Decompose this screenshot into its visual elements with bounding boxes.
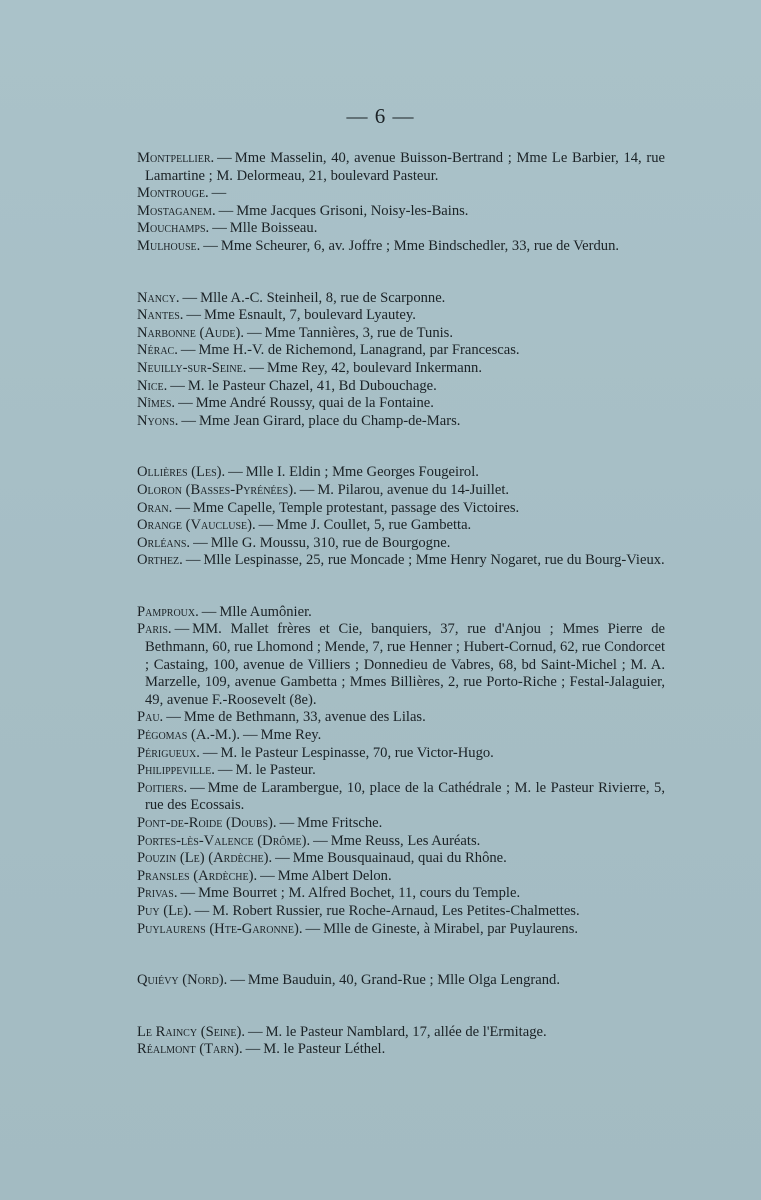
city-name: Pamproux. (137, 603, 199, 620)
dash-separator: — (260, 867, 275, 884)
contact-text: M. Pilarou, avenue du 14-Juillet. (317, 481, 510, 498)
city-name: Nantes. (137, 307, 184, 324)
contact-text: Mme Bousquainaud, quai du Rhône. (292, 850, 507, 867)
city-name: Nîmes. (137, 395, 176, 412)
dash-separator: — (178, 395, 193, 412)
directory-entry (137, 342, 665, 360)
city-name: Ollières (Les). (137, 464, 226, 481)
dash-separator: — (246, 324, 262, 341)
contact-text: M. le Pasteur Namblard, 17, allée de l'Ermitage. (265, 1023, 547, 1040)
dash-separator: — (228, 464, 243, 481)
dash-separator: — (193, 534, 208, 551)
city-name: Paris. (137, 621, 172, 638)
dash-separator: — (249, 359, 264, 376)
dash-separator: — (185, 552, 201, 569)
city-name: Réalmont (Tarn). (137, 1041, 243, 1058)
dash-separator: — (299, 481, 315, 498)
directory-entry (137, 621, 665, 709)
city-name: Orléans. (137, 534, 191, 551)
contact-text: Mme André Roussy, quai de la Fontaine. (195, 395, 434, 412)
page-number: — 6 — (346, 104, 415, 128)
city-name: Nancy. (137, 289, 180, 306)
directory-entry (137, 395, 665, 413)
city-name: Poitiers. (137, 779, 188, 796)
city-name: Pransles (Ardèche). (137, 867, 258, 884)
city-name: Mulhouse. (137, 237, 201, 254)
city-name: Nice. (137, 377, 168, 394)
contact-text: M. le Pasteur Lespinasse, 70, rue Victor-Hugo. (220, 744, 494, 761)
directory-entry (137, 745, 665, 763)
contact-text: Mme Masselin, 40, avenue Buisson-Bertrand ; Mme Le Barbier, 14, rue Lamartine ; M. Delormeau, 21, boulevard Pasteur. (145, 150, 665, 184)
dash-separator: — (258, 517, 274, 534)
contact-text: Mlle A.-C. Steinheil, 8, rue de Scarponne. (200, 289, 446, 306)
directory-entry (137, 535, 665, 553)
city-name: Puy (Le). (137, 902, 192, 919)
contact-text: Mme Reuss, Les Auréats. (330, 832, 481, 849)
directory-entry (137, 780, 665, 815)
dash-separator: — (180, 885, 196, 902)
dash-separator: — (186, 307, 202, 324)
directory-entry (137, 517, 665, 535)
dash-separator: — (174, 621, 190, 638)
directory-entry (137, 972, 665, 990)
city-name: Narbonne (Aude). (137, 324, 244, 341)
dash-separator: — (230, 972, 245, 989)
directory-entry (137, 307, 665, 325)
contact-text: Mlle Boisseau. (229, 220, 318, 237)
dash-separator: — (203, 237, 218, 254)
directory-entry (137, 360, 665, 378)
city-name: Privas. (137, 885, 178, 902)
directory-entry (137, 378, 665, 396)
directory-entry (137, 850, 665, 868)
contact-text: Mme Scheurer, 6, av. Joffre ; Mme Bindschedler, 33, rue de Verdun. (220, 237, 620, 254)
contact-text: Mme Jacques Grisoni, Noisy-les-Bains. (236, 202, 469, 219)
city-name: Neuilly-sur-Seine. (137, 359, 247, 376)
directory-entry (137, 885, 665, 903)
directory-entry (137, 238, 665, 256)
contact-text: Mlle Lespinasse, 25, rue Moncade ; Mme Henry Nogaret, rue du Bourg-Vieux. (203, 552, 665, 569)
dash-separator: — (243, 727, 258, 744)
contact-text: M. le Pasteur Léthel. (263, 1041, 386, 1058)
city-name: Orthez. (137, 552, 183, 569)
directory-entry (137, 1041, 665, 1059)
directory-entry (137, 1024, 665, 1042)
directory-entry (137, 482, 665, 500)
city-name: Pégomas (A.-M.). (137, 727, 241, 744)
dash-separator: — (180, 342, 196, 359)
dash-separator: — (275, 850, 290, 867)
dash-separator: — (212, 220, 227, 237)
dash-separator: — (247, 1023, 263, 1040)
contact-text: Mme Jean Girard, place du Champ-de-Mars. (199, 412, 461, 429)
directory-entry (137, 709, 665, 727)
directory-entry (137, 552, 665, 570)
dash-separator: — (194, 902, 210, 919)
dash-separator: — (305, 920, 321, 937)
contact-text: Mme Rey. (260, 727, 322, 744)
contact-text: Mme Esnault, 7, boulevard Lyautey. (204, 307, 416, 324)
contact-text: Mlle G. Moussu, 310, rue de Bourgogne. (210, 534, 451, 551)
directory-entry (137, 727, 665, 745)
letter-group (137, 604, 665, 938)
directory-list (137, 150, 665, 1059)
dash-separator: — (202, 744, 218, 761)
city-name: Mostaganem. (137, 202, 216, 219)
dash-separator: — (218, 202, 234, 219)
letter-group (137, 1024, 665, 1059)
city-name: Pont-de-Roide (Doubs). (137, 815, 277, 831)
contact-text: Mme H.-V. de Richemond, Lanagrand, par Francescas. (198, 342, 520, 359)
city-name: Portes-lès-Valence (Drôme). (137, 832, 311, 849)
dash-separator: — (217, 762, 233, 779)
dash-separator: — (211, 185, 227, 202)
city-name: Oloron (Basses-Pyrénées). (137, 481, 297, 498)
dash-separator: — (166, 709, 181, 726)
dash-separator: — (217, 150, 232, 166)
directory-entry (137, 290, 665, 308)
directory-entry (137, 921, 665, 939)
contact-text: M. Robert Russier, rue Roche-Arnaud, Les Petites-Chalmettes. (212, 902, 580, 919)
directory-entry (137, 185, 665, 203)
directory-entry (137, 604, 665, 622)
directory-entry (137, 220, 665, 238)
city-name: Mouchamps. (137, 220, 210, 237)
city-name: Le Raincy (Seine). (137, 1023, 245, 1040)
city-name: Montpellier. (137, 150, 215, 166)
letter-group (137, 972, 665, 990)
city-name: Pau. (137, 709, 164, 726)
city-name: Périgueux. (137, 744, 200, 761)
letter-group (137, 464, 665, 570)
dash-separator: — (279, 815, 295, 831)
city-name: Orange (Vaucluse). (137, 517, 256, 534)
city-name: Quiévy (Nord). (137, 972, 228, 989)
contact-text: Mlle de Gineste, à Mirabel, par Puylaurens. (323, 920, 579, 937)
directory-entry (137, 464, 665, 482)
directory-entry (137, 762, 665, 780)
contact-text: Mme Bourret ; M. Alfred Bochet, 11, cours du Temple. (198, 885, 521, 902)
city-name: Nérac. (137, 342, 178, 359)
directory-entry (137, 325, 665, 343)
city-name: Puylaurens (Hte-Garonne). (137, 920, 303, 937)
directory-entry (137, 868, 665, 886)
directory-entry (137, 203, 665, 221)
contact-text: Mme Capelle, Temple protestant, passage des Victoires. (192, 499, 520, 516)
city-name: Oran. (137, 499, 173, 516)
letter-group (137, 290, 665, 431)
dash-separator: — (182, 289, 198, 306)
directory-entry (137, 413, 665, 431)
city-name: Pouzin (Le) (Ardèche). (137, 850, 273, 867)
contact-text: Mme J. Coullet, 5, rue Gambetta. (276, 517, 472, 534)
contact-text: Mlle I. Eldin ; Mme Georges Fougeirol. (245, 464, 479, 481)
city-name: Nyons. (137, 412, 179, 429)
dash-separator: — (201, 603, 217, 620)
contact-text: Mlle Aumônier. (219, 603, 312, 620)
dash-separator: — (181, 412, 197, 429)
contact-text: Mme Fritsche. (297, 815, 383, 831)
contact-text: Mme Tannières, 3, rue de Tunis. (264, 324, 453, 341)
city-name: Philippeville. (137, 762, 215, 779)
dash-separator: — (190, 779, 205, 796)
letter-group (137, 150, 665, 256)
city-name: Montrouge. (137, 185, 209, 202)
contact-text: Mme Bauduin, 40, Grand-Rue ; Mlle Olga Lengrand. (247, 972, 560, 989)
directory-entry (137, 815, 665, 833)
contact-text: MM. Mallet frères et Cie, banquiers, 37, rue d'Anjou ; Mmes Pierre de Bethmann, 60, rue Lhomond ; Mende, 7, rue Henner ; Hubert-Cornud, 62, rue Condorcet ; Castaing, 100, avenue de Villiers ; Donnedieu de Vabres, 68, bd Saint-Michel ; M. A. Marzelle, 109, avenue Gambetta ; Mmes Billières, 2, rue Porto-Riche ; Festal-Jalaguier, 49, avenue F.-Roosevelt (8e). (145, 621, 665, 708)
contact-text: Mme Rey, 42, boulevard Inkermann. (266, 359, 483, 376)
dash-separator: — (245, 1041, 261, 1058)
dash-separator: — (170, 377, 185, 394)
dash-separator: — (175, 499, 190, 516)
contact-text: Mme Albert Delon. (277, 867, 392, 884)
directory-entry (137, 903, 665, 921)
dash-separator: — (313, 832, 328, 849)
directory-entry (137, 150, 665, 185)
directory-entry (137, 833, 665, 851)
contact-text: M. le Pasteur Chazel, 41, Bd Dubouchage. (187, 377, 437, 394)
directory-entry (137, 500, 665, 518)
contact-text: Mme de Bethmann, 33, avenue des Lilas. (183, 709, 426, 726)
contact-text: M. le Pasteur. (235, 762, 316, 779)
contact-text: Mme de Larambergue, 10, place de la Cathédrale ; M. le Pasteur Rivierre, 5, rue des Ecossais. (145, 779, 665, 814)
